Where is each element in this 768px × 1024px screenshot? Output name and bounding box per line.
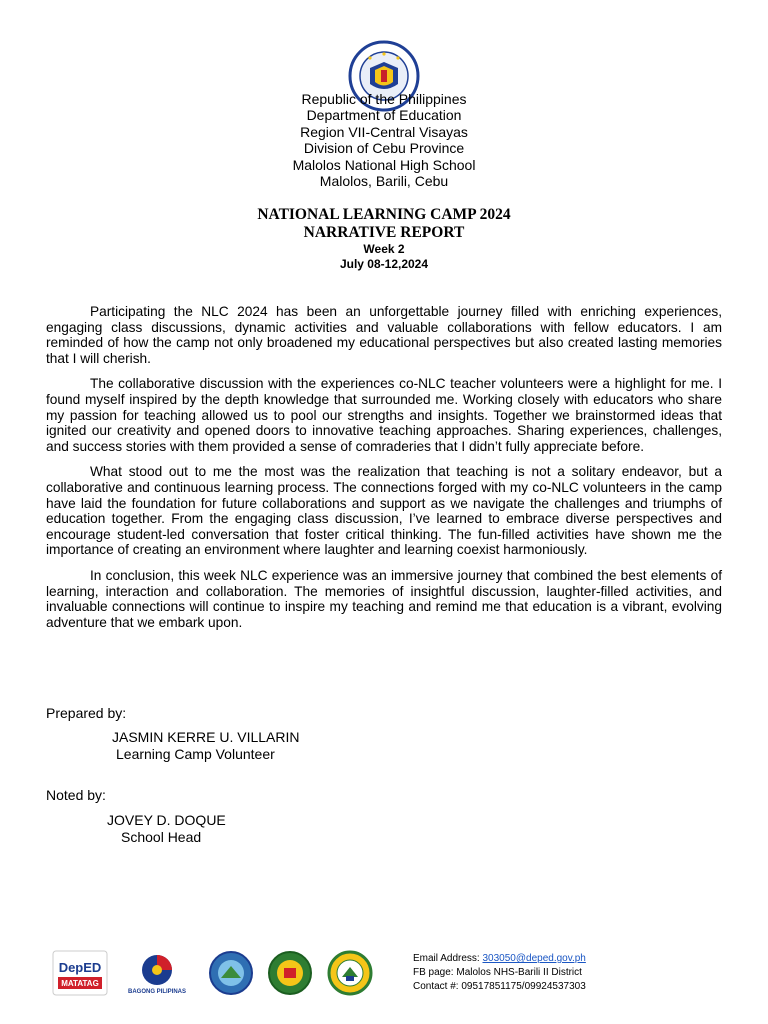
report-date: July 08-12,2024 [339,257,429,271]
header-republic: Republic of the Philippines [301,91,467,107]
header-region: Region VII-Central Visayas [300,123,468,140]
noted-by-role: School Head [121,829,202,845]
noted-by-label: Noted by: [46,787,106,803]
header-address: Malolos, Barili, Cebu [319,173,449,190]
report-title: NATIONAL LEARNING CAMP 2024 [257,206,511,223]
deped-logo-text: DepED [58,960,102,975]
contact-info [413,952,586,994]
bagong-pilipinas-logo [118,950,196,996]
prepared-by-name: JASMIN KERRE U. VILLARIN [112,729,300,745]
fb-page-line: FB page: Malolos NHS-Barili II District [413,967,582,978]
matatag-logo-text: MATATAG [61,979,99,988]
report-subtitle: NARRATIVE REPORT [303,224,465,241]
school-header [0,91,768,189]
contact-number-line: Contact #: 09517851175/09924537303 [413,981,586,992]
header-division: Division of Cebu Province [303,140,465,157]
email-label: Email Address: [413,953,483,964]
noted-by-name: JOVEY D. DOQUE [107,812,226,828]
report-week: Week 2 [363,242,405,256]
prepared-by-label: Prepared by: [46,705,127,721]
paragraph-2: The collaborative discussion with the experiences co-NLC teacher volunteers were a highlight for me. I found myself inspired by the depth knowledge that surrounded me. Working closely with educators who share my passion for teaching allowed us to pool our strengths and insights. Together we brainstormed ideas that ignited our creativity and opened doors to innovative teaching approaches. Sharing experiences, challenges, and success stories with them provided a sense of comraderies that I didn’t fully appreciate before. [46,376,722,454]
paragraph-4: In conclusion, this week NLC experience was an immersive journey that combined the best elements of learning, interaction and collaboration. The memories of insightful discussion, laughter-filled activities, and invaluable connections will continue to inspire my teaching and remind me that education is a vibrant, evolving adventure that we embark upon. [46,567,722,630]
district-seal-logo [203,950,259,996]
report-titles [0,206,768,272]
paragraph-1: Participating the NLC 2024 has been an unforgettable journey filled with enriching experiences, engaging class discussions, dynamic activities and valuable collaborations with fellow educators. I am reminded of how the camp not only broadened my educational perspectives but also created lasting memories that I will cherish. [46,304,722,366]
paragraph-3: What stood out to me the most was the realization that teaching is not a solitary endeavor, but a collaborative and continuous learning process. The connections forged with my co-NLC volunteers in the camp have laid the foundation for future collaborations and support as we navigate the challenges and triumphs of education together. From the engaging class discussion, I’ve learned to embrace diverse perspectives and encourage student-led conversation that foster critical thinking. The fun-filled activities have shown me the importance of creating an environment where laughter and learning coexist harmoniously. [46,464,722,558]
bagong-pilipinas-text: BAGONG PILIPINAS [127,989,187,995]
malolos-nhs-logo [322,950,378,996]
header-department: Department of Education [306,107,462,124]
prepared-by-role: Learning Camp Volunteer [116,746,275,762]
email-link[interactable]: 303050@deped.gov.ph [482,953,586,964]
email-line [413,952,586,966]
school-seal-logo [262,950,318,996]
report-body [46,304,722,640]
deped-matatag-logo [52,950,108,996]
header-school: Malolos National High School [292,156,476,173]
